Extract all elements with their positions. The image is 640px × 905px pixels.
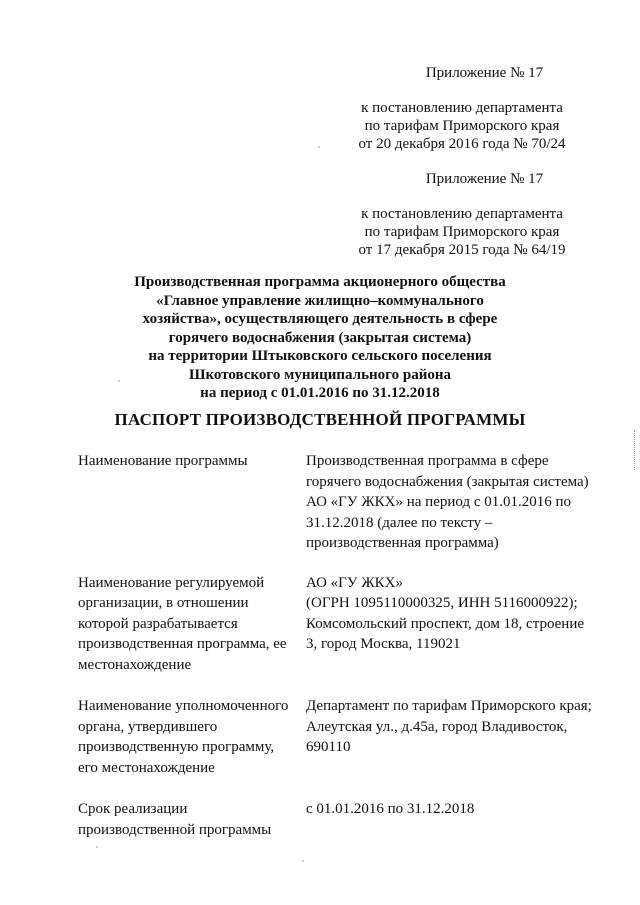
passport-row-label (78, 573, 306, 676)
program-title-line: горячего водоснабжения (закрытая система) (168, 329, 472, 346)
passport-row-value (306, 696, 596, 778)
label-line: производственная программа, ее (78, 636, 287, 652)
value-line: Производственная программа в сфере (306, 453, 549, 469)
value-line: производственная программа) (306, 535, 499, 551)
value-line: АО «ГУ ЖКХ» (306, 574, 403, 591)
passport-row-label (78, 799, 306, 840)
label-line: Срок реализации (78, 801, 188, 817)
label-line: Наименование уполномоченного (78, 698, 289, 714)
program-title-line: Производственная программа акционерного общества (134, 274, 506, 290)
appendix-line: по тарифам Приморского края (364, 224, 560, 240)
passport-row-authorized-body (78, 696, 618, 778)
appendix-line: от 17 декабря 2015 года № 64/19 (358, 242, 566, 258)
label-line: местонахождение (78, 656, 192, 673)
label-line: производственной программы (78, 821, 272, 838)
label-line: Наименование регулируемой (78, 574, 265, 591)
label-line: производственную программу, (78, 739, 275, 755)
value-line: 3, город Москва, 119021 (306, 636, 461, 652)
scan-margin-mark (634, 430, 636, 470)
appendix-line: от 20 декабря 2016 года № 70/24 (358, 136, 566, 152)
passport-row-period (78, 799, 618, 840)
appendix-title: Приложение № 17 (425, 171, 544, 187)
value-line: горячего водоснабжения (закрытая система) (306, 473, 589, 490)
appendix-current (332, 64, 592, 153)
appendix-line: по тарифам Приморского края (364, 118, 560, 134)
program-title-line: хозяйства», осуществляющего деятельность в сфере (142, 311, 498, 327)
program-title-line: Шкотовского муниципального района (189, 366, 451, 383)
program-title (70, 273, 570, 403)
passport-table (78, 451, 618, 840)
scan-speck (318, 146, 320, 148)
appendix-line: к постановлению департамента (361, 206, 563, 222)
label-line: его местонахождение (78, 759, 215, 776)
scan-speck (302, 860, 304, 862)
passport-row-label (78, 451, 306, 554)
value-line: (ОГРН 1095110000325, ИНН 5116000922); (306, 595, 578, 611)
label-line: органа, утвердившего (78, 718, 218, 735)
passport-heading: ПАСПОРТ ПРОИЗВОДСТВЕННОЙ ПРОГРАММЫ (114, 410, 526, 429)
passport-row-program-name (78, 451, 618, 554)
value-line: АО «ГУ ЖКХ» на период с 01.01.2016 по (306, 494, 572, 510)
scan-speck (118, 380, 120, 382)
value-line: Департамент по тарифам Приморского края; (306, 698, 592, 714)
appendix-original (332, 170, 592, 259)
passport-row-value (306, 799, 596, 840)
value-line: Алеутская ул., д.45а, город Владивосток, (306, 718, 568, 735)
program-title-line: на период с 01.01.2016 по 31.12.2018 (200, 385, 440, 401)
scan-speck (96, 846, 98, 848)
value-line: 690110 (306, 739, 351, 755)
passport-row-value (306, 573, 596, 676)
passport-row-label (78, 696, 306, 778)
label-line: которой разрабатывается (78, 615, 238, 632)
program-title-line: на территории Штыковского сельского поселения (148, 348, 492, 364)
label-line: Наименование программы (78, 453, 248, 469)
label-line: организации, в отношении (78, 595, 249, 611)
passport-row-regulated-org (78, 573, 618, 676)
value-line: 31.12.2018 (далее по тексту – (306, 514, 493, 531)
passport-row-value (306, 451, 596, 554)
value-line: с 01.01.2016 по 31.12.2018 (306, 801, 475, 817)
appendix-title: Приложение № 17 (425, 65, 544, 81)
appendix-line: к постановлению департамента (361, 100, 563, 116)
program-title-line: «Главное управление жилищно–коммунального (156, 292, 484, 309)
value-line: Комсомольский проспект, дом 18, строение (306, 615, 585, 632)
